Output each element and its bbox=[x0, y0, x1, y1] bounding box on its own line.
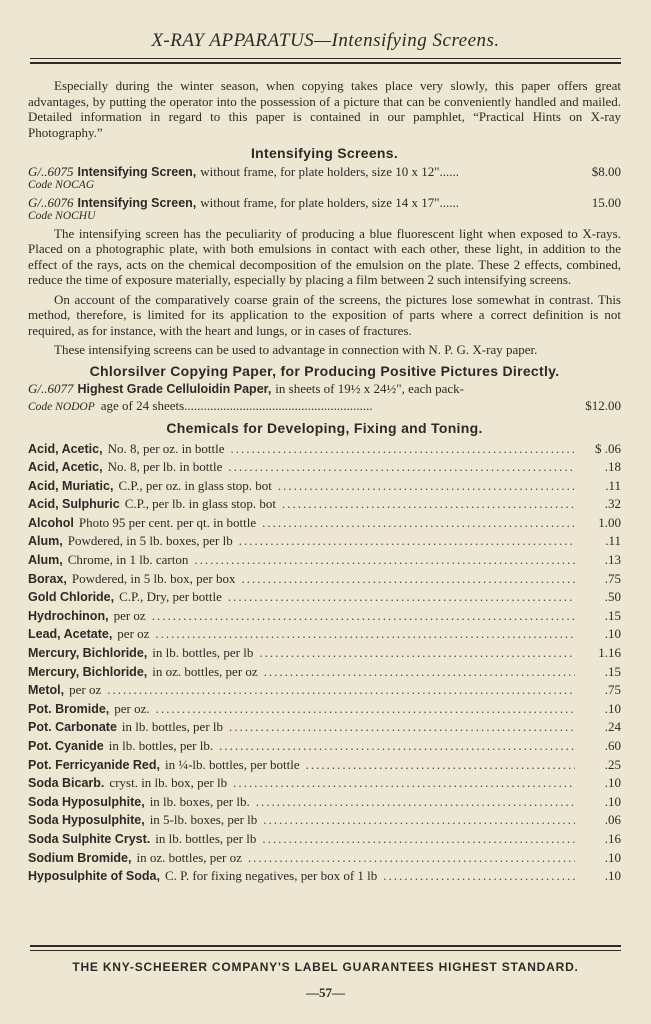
dot-leader bbox=[241, 571, 575, 587]
dot-leader bbox=[229, 719, 575, 735]
dot-leader bbox=[264, 664, 575, 680]
chemical-price: .75 bbox=[604, 570, 621, 586]
dot-leader bbox=[262, 831, 575, 847]
page-title: X-RAY APPARATUS—Intensifying Screens. bbox=[151, 30, 500, 51]
chemical-description: in lb. bottles, per lb bbox=[152, 645, 254, 661]
chemical-name: Sodium Bromide, bbox=[28, 850, 132, 865]
chemical-description: per oz bbox=[117, 626, 150, 642]
chemical-description: cryst. in lb. box, per lb bbox=[109, 775, 228, 791]
chemical-description: C. P. for fixing negatives, per box of 1 lb bbox=[164, 868, 378, 884]
screens-paragraph-2: On account of the comparatively coarse grain of the screens, the pictures lose somewhat in contrast. This method, therefore, is limited for its application to the exposition of parts where a correct definition is not required, as for instance, with the heart and lungs, or in cases of fractures. bbox=[28, 291, 621, 338]
chemical-description: C.P., per oz. in glass stop. bot bbox=[118, 477, 272, 493]
chemical-row bbox=[28, 738, 621, 757]
chemical-price: .10 bbox=[604, 793, 621, 809]
chemical-price: .15 bbox=[604, 663, 621, 679]
chemical-row bbox=[28, 515, 621, 534]
chemical-price: .24 bbox=[604, 719, 621, 735]
section-heading-chemicals: Chemicals for Developing, Fixing and Toning. bbox=[166, 420, 483, 436]
page-content bbox=[28, 78, 621, 887]
chemical-description: in oz. bottles, per oz bbox=[136, 849, 242, 865]
item-description: in sheets of 19½ x 24½", each pack- bbox=[275, 381, 464, 396]
dot-leader bbox=[228, 589, 575, 605]
footer-rule-thick bbox=[30, 945, 621, 947]
chemical-description: per oz bbox=[69, 682, 102, 698]
chemical-name: Alum, bbox=[28, 553, 63, 568]
dot-leader bbox=[306, 757, 575, 773]
item-price: 15.00 bbox=[591, 194, 621, 210]
dot-leader bbox=[231, 441, 575, 457]
dot-leader bbox=[262, 515, 575, 531]
chemical-price: $ .06 bbox=[595, 440, 621, 456]
chemical-row bbox=[28, 831, 621, 850]
dot-leader bbox=[194, 552, 575, 568]
item-description: age of 24 sheets.......................................................... bbox=[100, 397, 373, 413]
chemical-name: Pot. Cyanide bbox=[28, 739, 104, 753]
chemical-row bbox=[28, 701, 621, 720]
item-name: Highest Grade Celluloidin Paper, bbox=[77, 382, 272, 396]
dot-leader bbox=[233, 775, 575, 791]
dot-leader bbox=[248, 850, 575, 866]
chlorsilver-item-line2 bbox=[28, 398, 621, 416]
chemical-name: Soda Hyposulphite, bbox=[28, 813, 145, 828]
dot-leader bbox=[263, 812, 575, 828]
chemical-name: Alcohol bbox=[28, 515, 74, 530]
code-word: Code NOCAG bbox=[28, 179, 95, 191]
chemical-name: Soda Sulphite Cryst. bbox=[28, 831, 151, 846]
chemical-price: .10 bbox=[604, 775, 621, 791]
chemical-price: .10 bbox=[604, 700, 621, 716]
chemical-price: .10 bbox=[604, 849, 621, 865]
chemical-price: .15 bbox=[604, 607, 621, 623]
dot-leader bbox=[219, 738, 575, 754]
chemical-description: in lb. bottles, per lb. bbox=[108, 738, 214, 753]
dot-leader bbox=[278, 478, 575, 494]
footer-rule-thin bbox=[30, 950, 621, 951]
chemical-name: Acid, Muriatic, bbox=[28, 478, 114, 493]
chemical-price: .10 bbox=[604, 626, 621, 642]
chlorsilver-item-line1 bbox=[28, 381, 621, 398]
chemical-row bbox=[28, 552, 621, 571]
chemical-price: .32 bbox=[604, 496, 621, 512]
item-price: $8.00 bbox=[591, 163, 621, 179]
dot-leader bbox=[239, 533, 575, 549]
item-description: without frame, for plate holders, size 14 x 17"...... bbox=[200, 194, 460, 210]
chemical-name: Acid, Acetic, bbox=[28, 441, 103, 456]
chemical-row bbox=[28, 664, 621, 683]
chemical-row bbox=[28, 608, 621, 627]
chemical-name: Pot. Ferricyanide Red, bbox=[28, 757, 160, 772]
chemical-row bbox=[28, 589, 621, 608]
chemical-description: in 5-lb. boxes, per lb bbox=[149, 812, 258, 828]
chemical-row bbox=[28, 794, 621, 813]
chemical-name: Mercury, Bichloride, bbox=[28, 664, 148, 679]
chemical-description: Photo 95 per cent. per qt. in bottle bbox=[78, 514, 257, 530]
catalog-number: G/..6076 bbox=[28, 194, 74, 210]
chemical-name: Soda Hyposulphite, bbox=[28, 794, 145, 809]
item-name: Intensifying Screen, bbox=[77, 164, 197, 179]
chemical-description: per oz bbox=[113, 607, 146, 623]
code-word: Code NODOP bbox=[28, 400, 95, 413]
chemical-description: Chrome, in 1 lb. carton bbox=[67, 552, 189, 568]
code-word: Code NOCHU bbox=[28, 210, 96, 222]
chemical-row bbox=[28, 719, 621, 738]
chemical-name: Soda Bicarb. bbox=[28, 776, 105, 791]
chemical-price: .60 bbox=[604, 738, 621, 753]
chemical-description: C.P., per lb. in glass stop. bot bbox=[124, 496, 277, 512]
screen-item-6075 bbox=[28, 164, 621, 181]
chemical-name: Acid, Acetic, bbox=[28, 460, 103, 475]
catalog-number: G/..6077 bbox=[28, 381, 74, 396]
chemical-row bbox=[28, 441, 621, 460]
footer-slogan: THE KNY-SCHEERER COMPANY'S LABEL GUARANTEES HIGHEST STANDARD. bbox=[72, 960, 579, 974]
chemical-name: Mercury, Bichloride, bbox=[28, 646, 148, 661]
chemical-row bbox=[28, 775, 621, 794]
dot-leader bbox=[383, 868, 575, 884]
page-number: —57— bbox=[306, 985, 345, 1000]
chemical-row bbox=[28, 850, 621, 869]
chemical-name: Alum, bbox=[28, 534, 63, 549]
chemical-price: .11 bbox=[605, 533, 621, 549]
chemical-description: in ¼-lb. bottles, per bottle bbox=[164, 756, 300, 772]
chemical-row bbox=[28, 682, 621, 701]
chemical-price: .06 bbox=[604, 812, 621, 828]
chemical-description: in oz. bottles, per oz bbox=[152, 663, 258, 679]
intro-paragraph: Especially during the winter season, when copying takes place very slowly, this paper offers great advantages, by putting the operator into the possession of a picture that can be conveniently handled and mailed. Detailed information in regard to this paper is contained in our pamphlet, “Practical Hints on X-ray Photography.” bbox=[28, 78, 621, 140]
chemical-row bbox=[28, 645, 621, 664]
chemical-row bbox=[28, 812, 621, 831]
chemical-row bbox=[28, 626, 621, 645]
chemical-description: in lb. bottles, per lb bbox=[155, 830, 257, 846]
dot-leader bbox=[155, 626, 575, 642]
chemical-name: Borax, bbox=[28, 571, 67, 586]
chemical-description: No. 8, per lb. in bottle bbox=[107, 459, 223, 475]
header-rule-thick bbox=[30, 62, 621, 64]
chemical-name: Hyposulphite of Soda, bbox=[28, 869, 160, 884]
chemical-description: C.P., Dry, per bottle bbox=[119, 589, 222, 605]
item-price: $12.00 bbox=[585, 397, 621, 413]
chemical-name: Gold Chloride, bbox=[28, 590, 115, 605]
chemical-row bbox=[28, 868, 621, 887]
chemical-row bbox=[28, 571, 621, 590]
chemical-description: in lb. boxes, per lb. bbox=[149, 793, 250, 809]
section-heading-screens: Intensifying Screens. bbox=[250, 145, 399, 161]
chemical-price: .10 bbox=[604, 868, 621, 884]
chemical-row bbox=[28, 496, 621, 515]
item-description: without frame, for plate holders, size 10 x 12"...... bbox=[200, 163, 460, 179]
screen-item-6076 bbox=[28, 195, 621, 212]
chemical-row bbox=[28, 533, 621, 552]
chemical-description: Powdered, in 5 lb. boxes, per lb bbox=[67, 533, 233, 549]
chemical-name: Pot. Bromide, bbox=[28, 701, 110, 716]
chemical-name: Pot. Carbonate bbox=[28, 720, 117, 735]
chemical-row bbox=[28, 478, 621, 497]
chemical-price: .13 bbox=[604, 552, 621, 568]
dot-leader bbox=[256, 794, 575, 810]
dot-leader bbox=[152, 608, 575, 624]
chemical-name: Metol, bbox=[28, 683, 65, 698]
chemical-price: .50 bbox=[604, 589, 621, 605]
item-name: Intensifying Screen, bbox=[77, 195, 197, 210]
chemical-name: Hydrochinon, bbox=[28, 608, 109, 623]
chemical-price: 1.16 bbox=[598, 645, 621, 661]
screens-paragraph-3: These intensifying screens can be used to advantage in connection with N. P. G. X-ray paper. bbox=[54, 342, 538, 357]
header-rule-thin bbox=[30, 58, 621, 59]
chemical-price: .11 bbox=[605, 477, 621, 493]
chemical-description: No. 8, per oz. in bottle bbox=[107, 440, 225, 456]
dot-leader bbox=[259, 645, 575, 661]
catalog-number: G/..6075 bbox=[28, 163, 74, 179]
dot-leader bbox=[156, 701, 575, 717]
chemical-name: Lead, Acetate, bbox=[28, 627, 113, 642]
section-heading-chlorsilver: Chlorsilver Copying Paper, for Producing Positive Pictures Directly. bbox=[89, 362, 560, 379]
chemical-name: Acid, Sulphuric bbox=[28, 497, 120, 512]
chemical-row bbox=[28, 757, 621, 776]
screens-paragraph-1: The intensifying screen has the peculiarity of producing a blue fluorescent light when exposed to X-rays. Placed on a photographic plate, with both emulsions in contact with each other, these light, in addition to the effect of the rays, acts on the chemical decomposition of the emulsion on the plate. These 2 effects, combined, reduce the time of exposure materially, especially by placing a film between 2 such intensifying screens. bbox=[28, 225, 621, 287]
chemical-description: Powdered, in 5 lb. box, per box bbox=[71, 570, 236, 586]
chemical-price: 1.00 bbox=[598, 514, 621, 530]
chemicals-list bbox=[28, 441, 621, 887]
chemical-price: .75 bbox=[604, 682, 621, 698]
dot-leader bbox=[107, 682, 575, 698]
chemical-price: .18 bbox=[604, 459, 621, 475]
chemical-description: per oz. bbox=[114, 700, 150, 716]
chemical-price: .16 bbox=[604, 830, 621, 846]
chemical-row bbox=[28, 459, 621, 478]
dot-leader bbox=[228, 459, 575, 475]
chemical-description: in lb. bottles, per lb bbox=[121, 719, 224, 735]
dot-leader bbox=[282, 496, 575, 512]
chemical-price: .25 bbox=[604, 756, 621, 772]
